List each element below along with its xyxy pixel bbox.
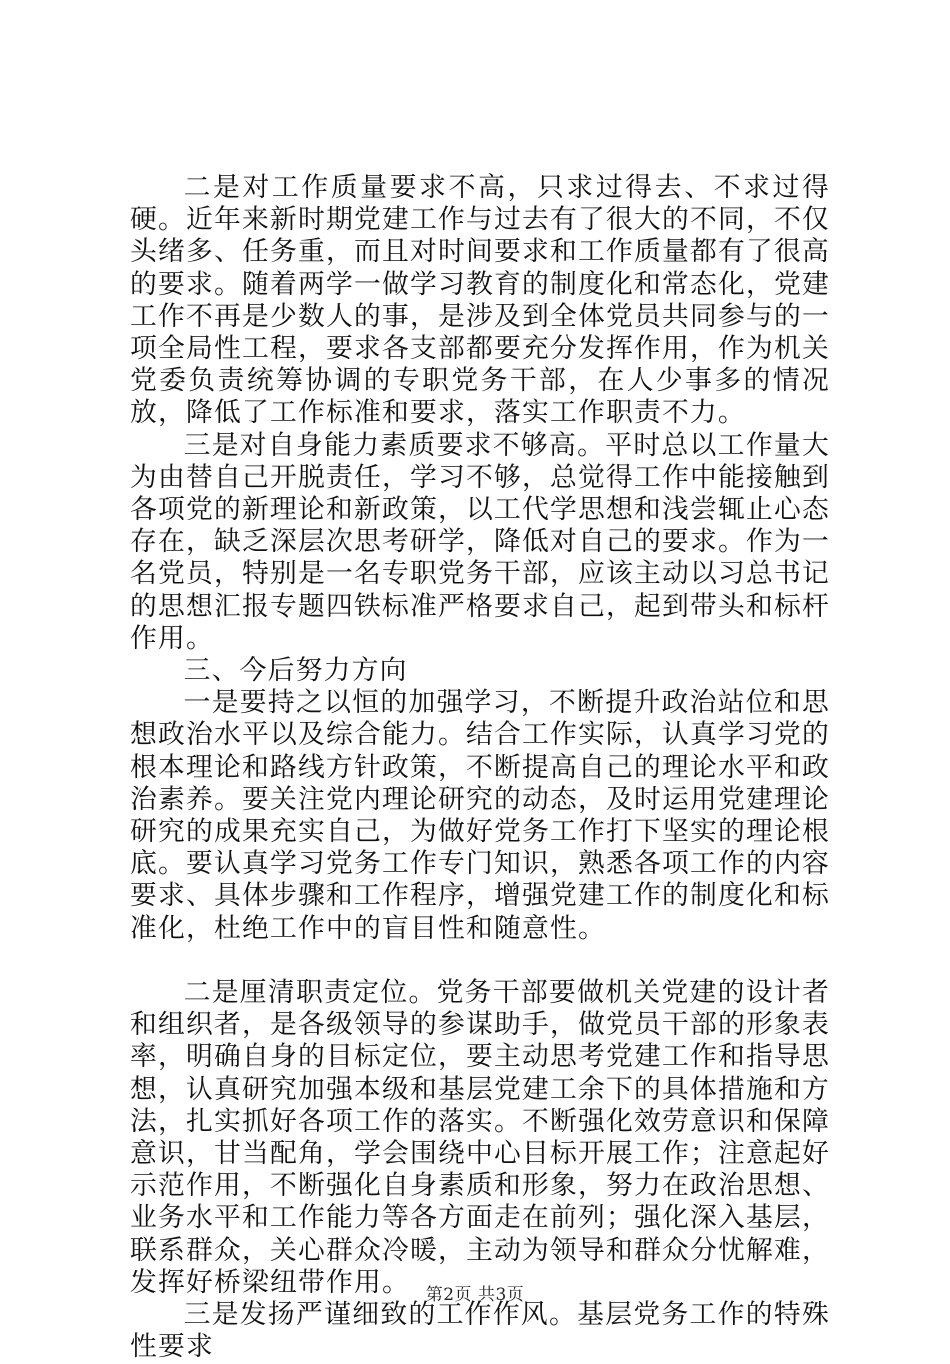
paragraph-persistent-learning: 一是要持之以恒的加强学习，不断提升政治站位和思想政治水平以及综合能力。结合工作实际，认真学习党的根本理论和路线方针政策，不断提高自己的理论水平和政治素养。要关注党内理论研究的动态，及时运用党建理论研究的成果充实自己，为做好党务工作打下坚实的理论根底。要认真学习党务工作专门知识，熟悉各项工作的内容要求、具体步骤和工作程序，增强党建工作的制度化和标准化，杜绝工作中的盲目性和随意性。	[130, 687, 830, 944]
document-body	[130, 172, 830, 1364]
paragraph-work-style: 三是发扬严谨细致的工作作风。基层党务工作的特殊性要求	[130, 1299, 830, 1363]
paragraph-quality-requirements: 二是对工作质量要求不高，只求过得去、不求过得硬。近年来新时期党建工作与过去有了很大的不同，不仅头绪多、任务重，而且对时间要求和工作质量都有了很高的要求。随着两学一做学习教育的制度化和常态化，党建工作不再是少数人的事，是涉及到全体党员共同参与的一项全局性工程，要求各支部都要充分发挥作用，作为机关党委负责统筹协调的专职党务干部，在人少事多的情况放，降低了工作标准和要求，落实工作职责不力。	[130, 172, 830, 429]
section-heading-future-direction: 三、今后努力方向	[183, 655, 408, 687]
page-number-footer: 第2页 共3页	[425, 1285, 525, 1305]
paragraph-self-ability: 三是对自身能力素质要求不够高。平时总以工作量大为由替自己开脱责任，学习不够，总觉得工作中能接触到各项党的新理论和新政策，以工代学思想和浅尝辄止心态存在，缺乏深层次思考研学，降低对自己的要求。作为一名党员，特别是一名专职党务干部，应该主动以习总书记的思想汇报专题四铁标准严格要求自己，起到带头和标杆作用。	[130, 429, 830, 654]
paragraph-clarify-responsibilities: 二是厘清职责定位。党务干部要做机关党建的设计者和组织者，是各级领导的参谋助手，做党员干部的形象表率，明确自身的目标定位，要主动思考党建工作和指导思想，认真研究加强本级和基层党建工余下的具体措施和方法，扎实抓好各项工作的落实。不断强化效劳意识和保障意识，甘当配角，学会围绕中心目标开展工作；注意起好示范作用，不断强化自身素质和形象，努力在政治思想、业务水平和工作能力等各方面走在前列；强化深入基层，联系群众，关心群众冷暖，主动为领导和群众分忧解难，发挥好桥梁纽带作用。	[130, 977, 830, 1298]
